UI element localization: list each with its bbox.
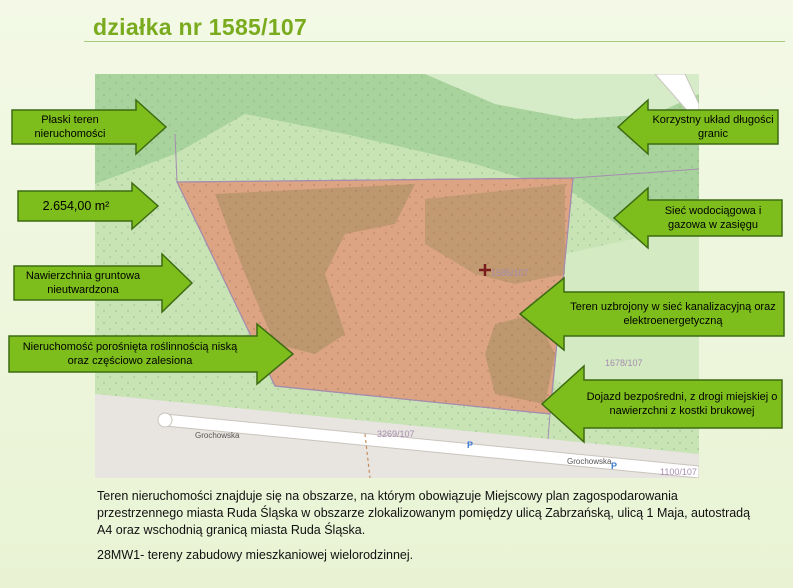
road-parcel-label: 3269/107 (377, 429, 415, 439)
neighbor-parcel-label: 1678/107 (605, 358, 643, 368)
callout-sewage-power: Teren uzbrojony w sieć kanalizacyjną oraz elektroenergetyczną (570, 301, 776, 327)
callout-surface: Nawierzchnia gruntowa nieutwardzona (25, 270, 141, 296)
road-parcel-label-2: 1100/107 (660, 467, 697, 477)
zoning-note: 28MW1- tereny zabudowy mieszkaniowej wielorodzinnej. (97, 548, 414, 562)
callout-access: Dojazd bezpośredni, z drogi miejskiej o nawierzchni z kostki brukowej (586, 391, 778, 417)
street-label-1: Grochowska (195, 431, 240, 440)
title-divider (84, 41, 785, 42)
callout-area: 2.654,00 m² (42, 199, 110, 213)
callout-water-gas: Sieć wodociągowa i gazowa w zasięgu (664, 205, 762, 231)
callout-boundaries: Korzystny układ długości granic (652, 114, 774, 140)
parking-symbol-2: P (611, 461, 618, 471)
callout-flat-terrain: Płaski teren nieruchomości (34, 114, 106, 140)
road-end (158, 413, 172, 427)
parcel-number-label: 1585/107 (491, 268, 529, 278)
description-paragraph: Teren nieruchomości znajduje się na obszarze, na którym obowiązuje Miejscowy plan zagospodarowania przestrzennego miasta Ruda Śląska w obszarze zlokalizowanym pomiędzy ulicą Zabrzańską, ulicą 1 Maja, autostradą A4 oraz wschodnią granicą miasta Ruda Śląska. (97, 489, 751, 537)
parking-symbol-1: P (467, 440, 474, 450)
page-title: działka nr 1585/107 (93, 14, 308, 40)
street-label-2: Grochowska (567, 457, 612, 466)
callout-vegetation: Nieruchomość porośnięta roślinnością niską oraz częściowo zalesiona (22, 341, 238, 367)
